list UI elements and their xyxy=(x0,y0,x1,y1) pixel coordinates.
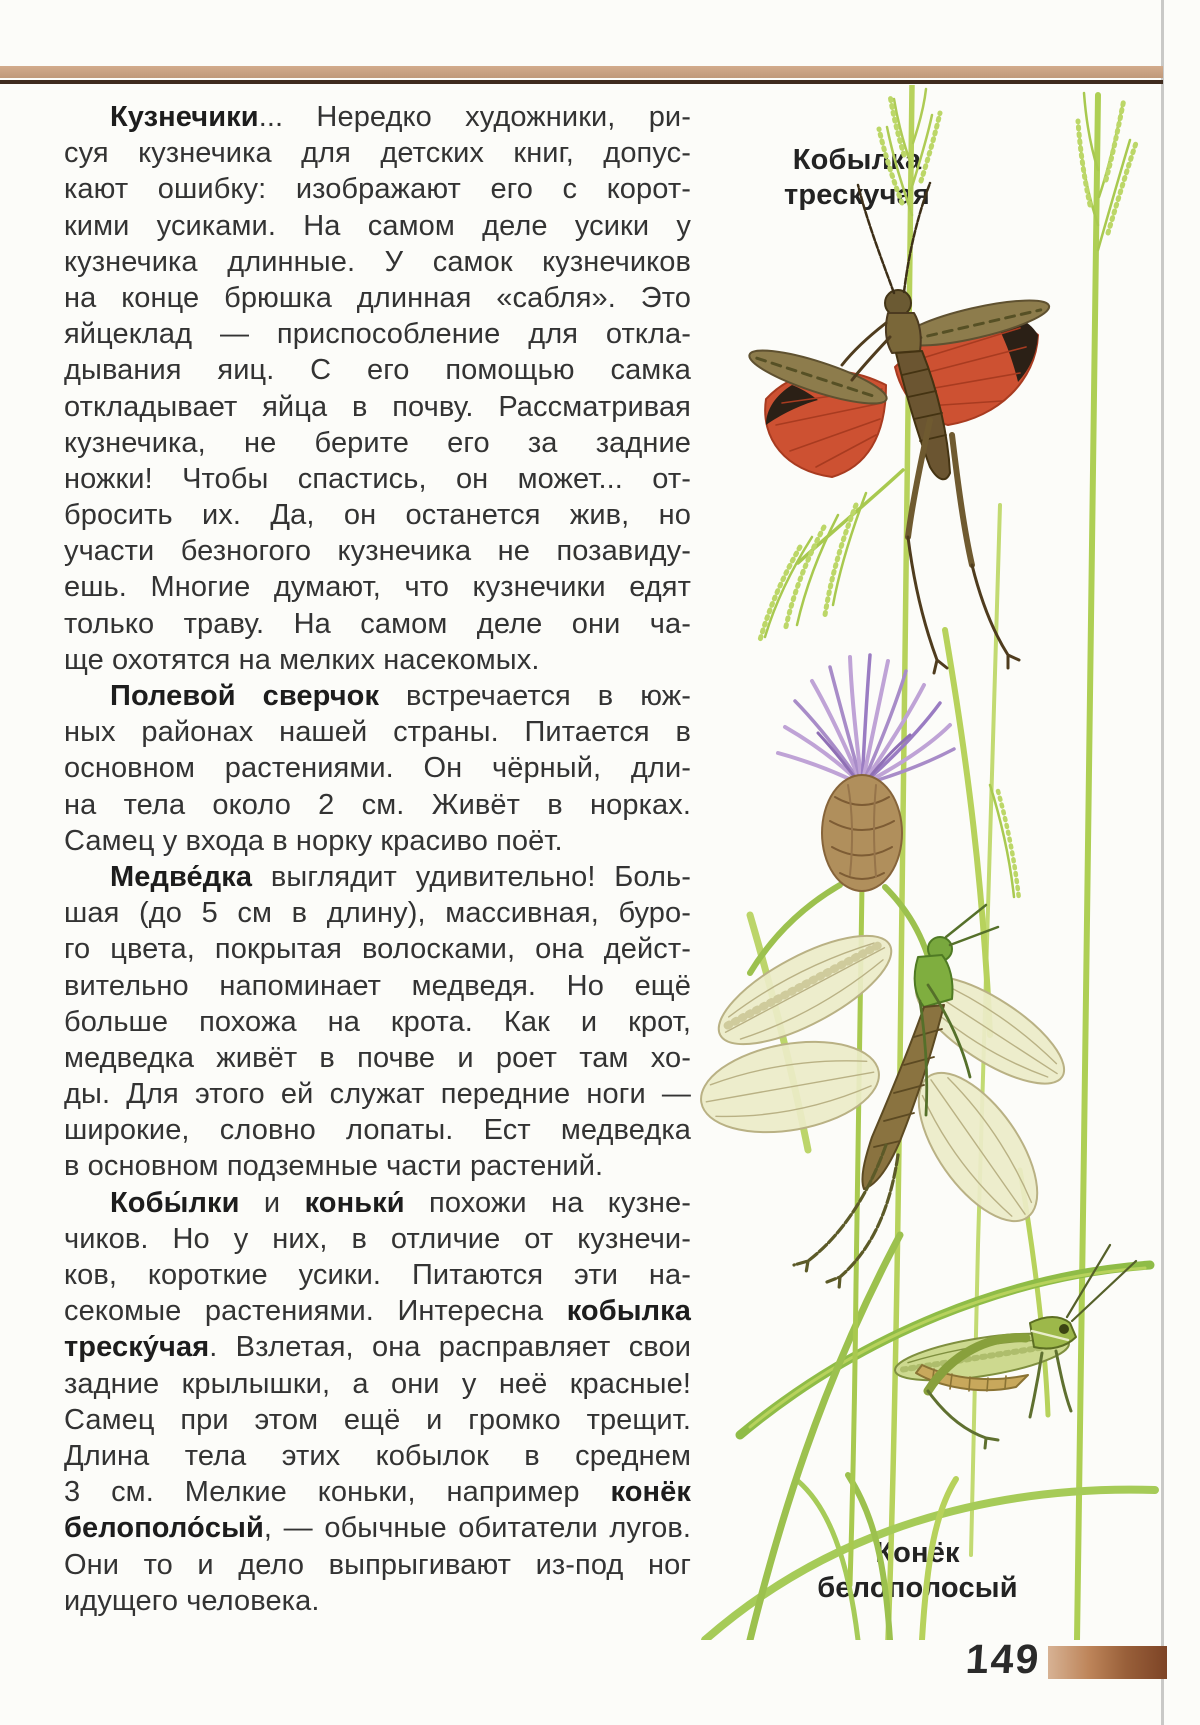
text-line: медведка живёт в почве и роет там хо- xyxy=(64,1041,691,1074)
text-line: шая (до 5 см в длину), массивная, буро- xyxy=(64,897,691,930)
text-line: откладывает яйца в почву. Рассматривая xyxy=(64,390,691,423)
text-line: идущего человека. xyxy=(64,1584,320,1617)
text-line: основном растениями. Он чёрный, дли- xyxy=(64,752,691,785)
text-line: кают ошибку: изображают его с корот- xyxy=(64,173,691,206)
top-decor-line xyxy=(0,80,1163,84)
text-line: Кузнечики... Нередко художники, ри- xyxy=(110,101,691,133)
text-line: на конце брюшка длинная «сабля». Это xyxy=(64,281,691,314)
text-line: ножки! Чтобы спастись, он может... от- xyxy=(64,462,691,495)
text-line: секомые растениями. Интересна кобылка xyxy=(64,1295,691,1328)
text-line: Самец у входа в норку красиво поёт. xyxy=(64,824,563,857)
text-line: белополо́сый, — обычные обитатели лугов. xyxy=(64,1512,691,1545)
text-line: вительно напоминает медведя. Но ещё xyxy=(64,969,691,1002)
page-number: 149 xyxy=(964,1636,1043,1682)
text-line: ков, короткие усики. Питаются эти на- xyxy=(64,1259,691,1291)
text-line: яйцеклад — приспособление для откла- xyxy=(64,318,691,351)
top-decor-bar xyxy=(0,66,1163,78)
text-line: ешь. Многие думают, что кузнечики едят xyxy=(64,571,691,604)
text-line: в основном подземные части растений. xyxy=(64,1150,604,1183)
text-line: дывания яиц. С его помощью самка xyxy=(64,354,691,387)
insects-illustration xyxy=(690,85,1170,1640)
text-line: кузнечика длинные. У самок кузнечиков xyxy=(64,245,691,278)
text-line: Полевой сверчок встречается в юж- xyxy=(110,680,691,712)
illustration-label-top: Кобылка трескучая xyxy=(783,144,931,211)
text-line: Длина тела этих кобылок в среднем xyxy=(64,1439,691,1472)
text-line: бросить их. Да, он останется жив, но xyxy=(64,499,691,532)
text-line: 3 см. Мелкие коньки, например конёк xyxy=(64,1476,691,1509)
text-line: только траву. На самом деле они ча- xyxy=(64,607,691,640)
text-line: ще охотятся на мелких насекомых. xyxy=(64,643,540,676)
green-grasshopper-illustration xyxy=(694,905,1079,1289)
text-line: Медве́дка выглядит удивительно! Боль- xyxy=(110,860,691,893)
article-text xyxy=(64,99,691,1619)
text-line: кузнечика, не берите его за задние xyxy=(64,426,691,459)
text-line: кими усиками. На самом деле усики у xyxy=(64,209,691,242)
white-striped-hopper-illustration xyxy=(892,1245,1136,1448)
text-line: треску́чая. Взлетая, она расправляет свои xyxy=(64,1331,691,1364)
footer-decor-bar xyxy=(1048,1646,1167,1679)
text-line: больше похожа на крота. Как и крот, xyxy=(64,1005,691,1038)
text-line: Они то и дело выпрыгивают из-под ног xyxy=(64,1548,691,1581)
text-line: го цвета, покрытая волосками, она дейст- xyxy=(64,933,691,966)
text-line: ных районах нашей страны. Питается в xyxy=(64,716,691,749)
text-line: ды. Для этого ей служат передние ноги — xyxy=(64,1078,691,1111)
text-line: суя кузнечика для детских книг, допус- xyxy=(64,137,691,170)
text-line: широкие, словно лопаты. Ест медведка xyxy=(64,1114,691,1147)
text-line: Самец при этом ещё и громко трещит. xyxy=(64,1403,691,1436)
text-line: чиков. Но у них, в отличие от кузнечи- xyxy=(64,1222,691,1255)
text-line: на тела около 2 см. Живёт в норках. xyxy=(64,788,691,821)
text-line: Кобы́лки и коньки́ похожи на кузне- xyxy=(110,1186,691,1219)
text-line: задние крылышки, а они у неё красные! xyxy=(64,1367,691,1400)
text-line: участи безногого кузнечика не позавиду- xyxy=(64,535,691,568)
illustration-label-bottom: Конёк белополосый xyxy=(817,1537,1018,1604)
grass-stems xyxy=(705,85,1155,1640)
